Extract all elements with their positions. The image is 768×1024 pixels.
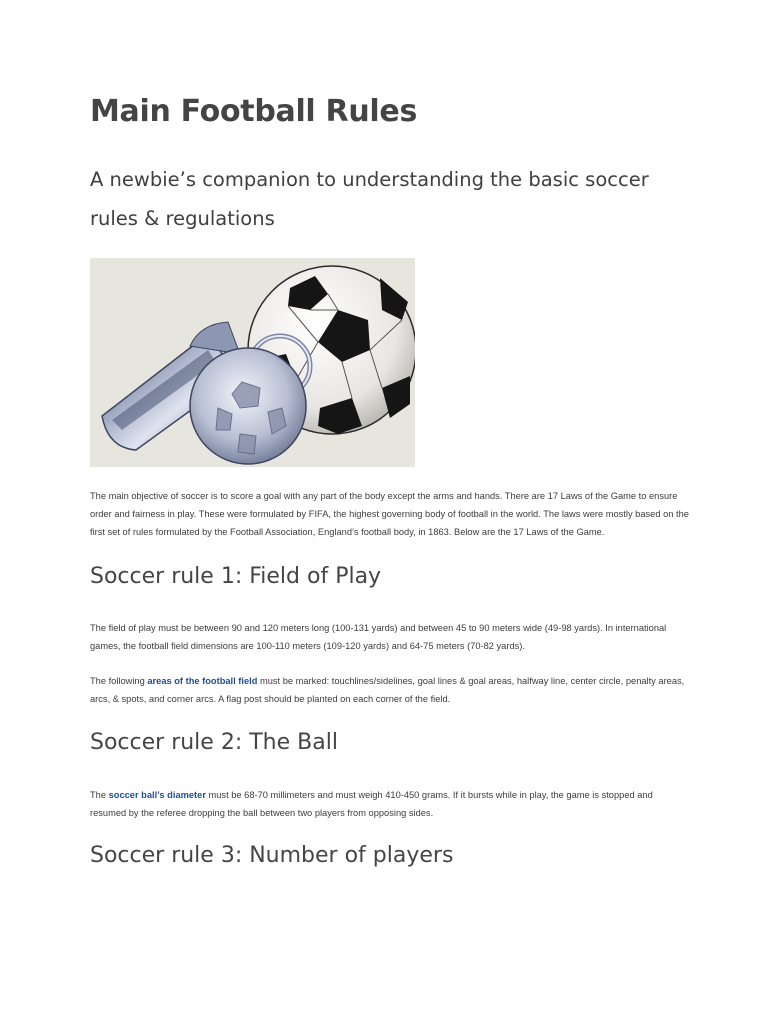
intro-paragraph: The main objective of soccer is to score a goal with any part of the body except the arms and hands. There are 17 Laws of the Game to ensure order and fairness in play. These were formulated by FIFA, the highest governing body of football in the world. The laws were mostly based on the first set of rules formulated by the Football Association, England’s football body, in 1863. Below are the 17 Laws of the Game.: [90, 491, 689, 537]
rule-3-heading: Soccer rule 3: Number of players: [90, 843, 454, 868]
rule-2-heading: Soccer rule 2: The Ball: [90, 730, 338, 755]
rule-1-text-end: must be marked: touchlines/sidelines, goal lines & goal areas, halfway line, center circle, penalty areas, arcs, & spots, and corner arcs. A flag post should be planted on each corner of the field.: [90, 676, 685, 704]
rule-1-paragraph-2: [90, 672, 690, 708]
areas-of-football-field-link[interactable]: areas of the football field: [147, 676, 258, 686]
rule-2-text-end: must be 68-70 millimeters and must weigh 410-450 grams. If it bursts while in play, the game is stopped and resumed by the referee dropping the ball between two players from opposing sides.: [90, 790, 653, 818]
rule-1-paragraph: The field of play must be between 90 and 120 meters long (100-131 yards) and between 45 to 90 meters wide (49-98 yards). In international games, the football field dimensions are 100-110 meters (109-120 yards) and 64-75 meters (70-82 yards).: [90, 623, 667, 651]
page-subtitle: A newbie’s companion to understanding the basic soccer rules & regulations: [90, 168, 649, 230]
page-title: Main Football Rules: [90, 94, 417, 129]
rule-2-paragraph: [90, 786, 690, 822]
rule-2-text-start: The: [90, 790, 109, 800]
rule-1-text-start: The following: [90, 676, 148, 686]
whistle-and-ball-illustration: [90, 258, 415, 467]
soccer-ball-diameter-link[interactable]: soccer ball’s diameter: [108, 790, 206, 800]
rule-1-heading: Soccer rule 1: Field of Play: [90, 564, 382, 589]
hero-image: [90, 258, 415, 467]
